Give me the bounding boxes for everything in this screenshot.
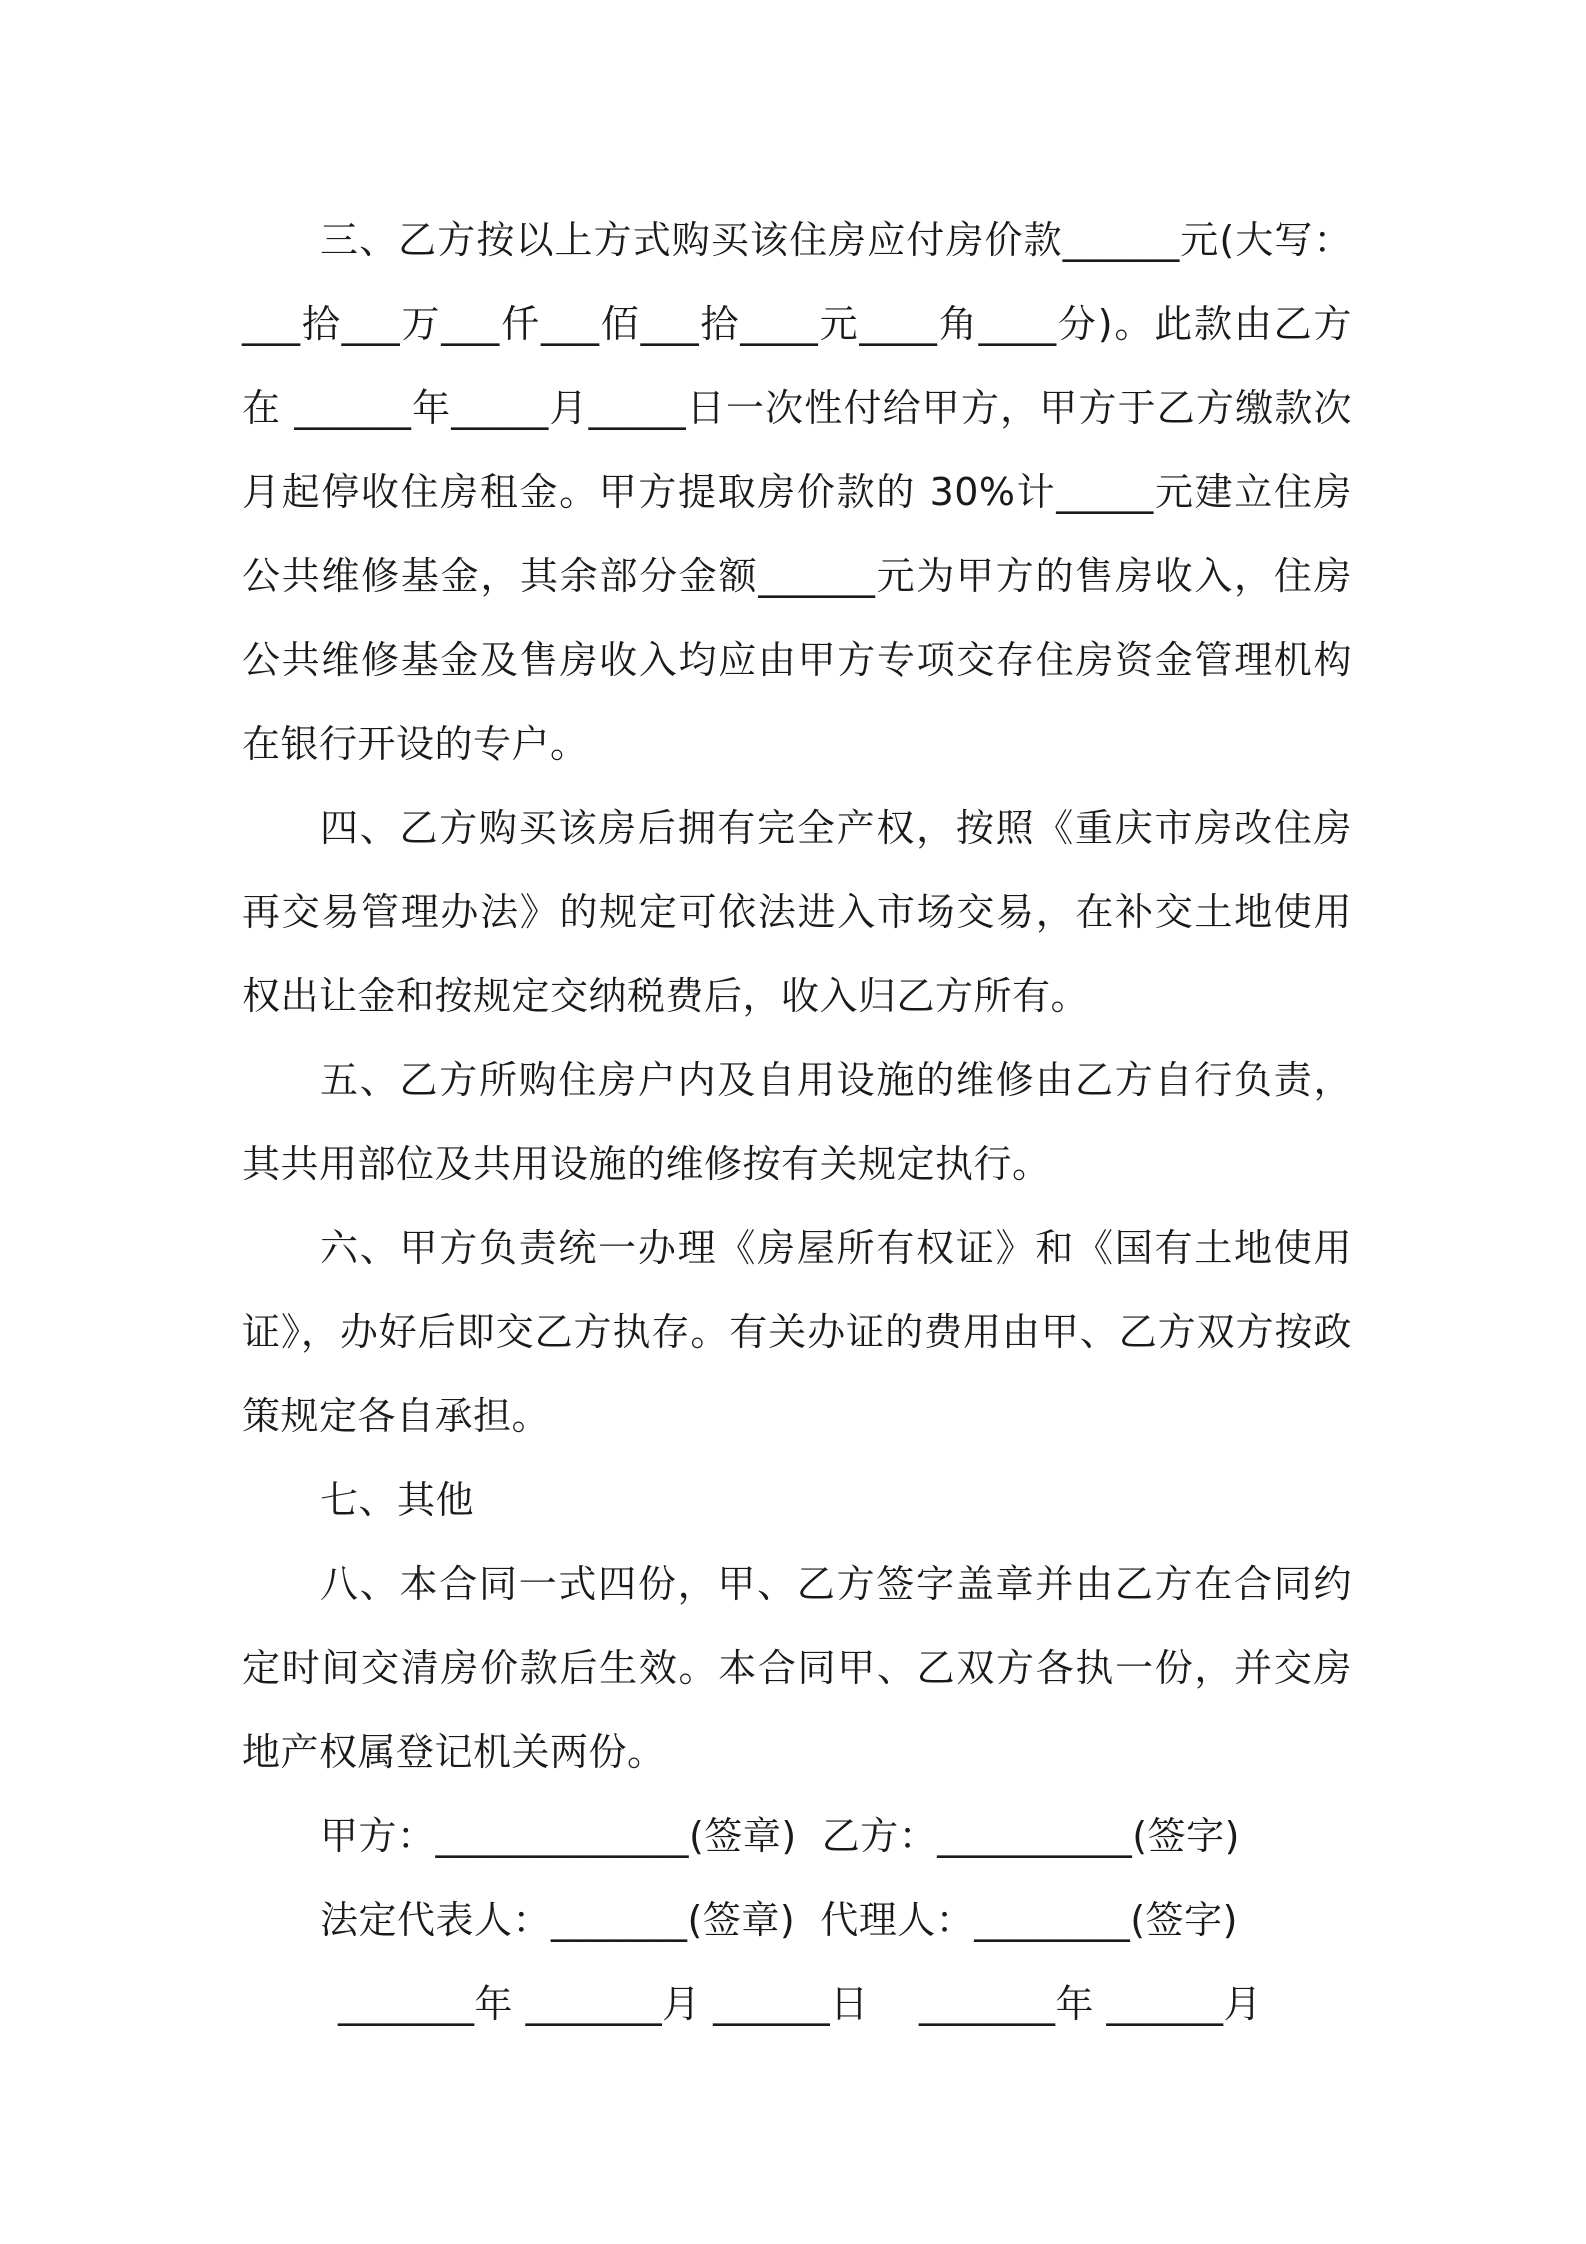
clause-6-paragraph: 六、甲方负责统一办理《房屋所有权证》和《国有土地使用证》，办好后即交乙方执存。有关办证的费用由甲、乙方双方按政策规定各自承担。 xyxy=(242,1226,1352,1438)
date-line: _______年 _______月 ______日 _______年 ______月 xyxy=(338,1982,1263,2026)
clause-3-paragraph: 三、乙方按以上方式购买该住房应付房价款______元(大写：___拾___万___仟___佰___拾____元____角____分)。此款由乙方在 ______年_____月_____日一次性付给甲方，甲方于乙方缴款次月起停收住房租金。甲方提取房价款的 30%计_____元建立住房公共维修基金，其余部分金额______元为甲方的售房收入，住房公共维修基金及售房收入均应由甲方专项交存住房资金管理机构在银行开设的专户。 xyxy=(242,218,1352,766)
representative-signature-line: 法定代表人：_______(签章) 代理人：________(签字) xyxy=(320,1898,1238,1942)
clause-7-paragraph: 七、其他 xyxy=(320,1478,475,1522)
clause-8-paragraph: 八、本合同一式四份，甲、乙方签字盖章并由乙方在合同约定时间交清房价款后生效。本合同甲、乙双方各执一份，并交房地产权属登记机关两份。 xyxy=(242,1562,1352,1774)
clause-4-paragraph: 四、乙方购买该房后拥有完全产权，按照《重庆市房改住房再交易管理办法》的规定可依法进入市场交易，在补交土地使用权出让金和按规定交纳税费后，收入归乙方所有。 xyxy=(242,806,1352,1018)
party-signature-line: 甲方：_____________(签章) 乙方：__________(签字) xyxy=(320,1814,1240,1858)
contract-body xyxy=(242,198,1352,2046)
clause-5-paragraph: 五、乙方所购住房户内及自用设施的维修由乙方自行负责，其共用部位及共用设施的维修按有关规定执行。 xyxy=(242,1058,1352,1186)
